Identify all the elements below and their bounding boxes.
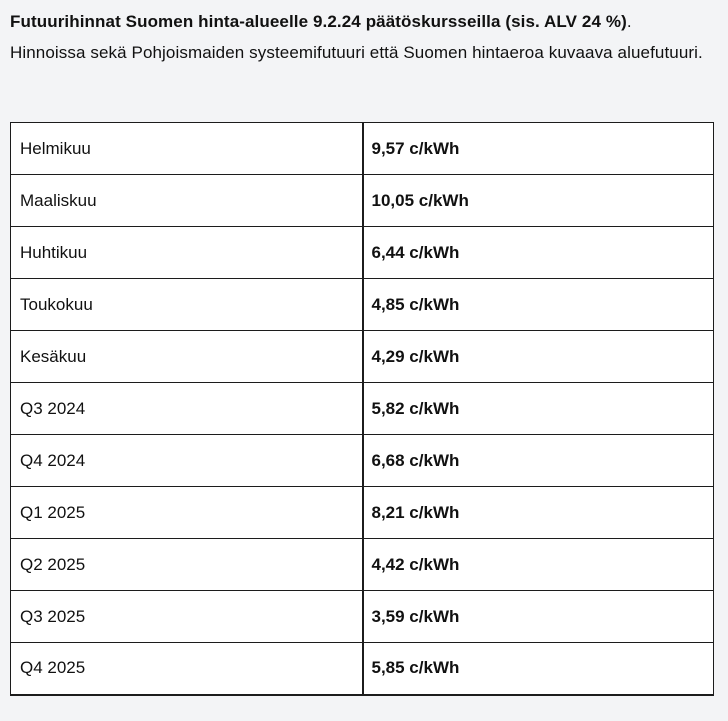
period-cell: Toukokuu bbox=[11, 279, 363, 331]
price-cell: 10,05 c/kWh bbox=[363, 175, 714, 227]
price-cell: 4,42 c/kWh bbox=[363, 539, 714, 591]
period-cell: Q3 2024 bbox=[11, 383, 363, 435]
table-row bbox=[11, 383, 714, 435]
table-row bbox=[11, 643, 714, 695]
intro-title: Futuurihinnat Suomen hinta-alueelle 9.2.24 päätöskursseilla (sis. ALV 24 %) bbox=[10, 12, 627, 31]
price-cell: 6,68 c/kWh bbox=[363, 435, 714, 487]
period-cell: Q1 2025 bbox=[11, 487, 363, 539]
period-cell: Maaliskuu bbox=[11, 175, 363, 227]
table-row bbox=[11, 227, 714, 279]
table-row bbox=[11, 435, 714, 487]
period-cell: Helmikuu bbox=[11, 123, 363, 175]
table-row bbox=[11, 591, 714, 643]
price-cell: 5,85 c/kWh bbox=[363, 643, 714, 695]
table-row bbox=[11, 487, 714, 539]
table-row bbox=[11, 331, 714, 383]
price-cell: 8,21 c/kWh bbox=[363, 487, 714, 539]
price-cell: 5,82 c/kWh bbox=[363, 383, 714, 435]
futures-price-table bbox=[10, 122, 714, 696]
price-cell: 9,57 c/kWh bbox=[363, 123, 714, 175]
period-cell: Q4 2025 bbox=[11, 643, 363, 695]
period-cell: Q3 2025 bbox=[11, 591, 363, 643]
price-cell: 4,29 c/kWh bbox=[363, 331, 714, 383]
table-row bbox=[11, 279, 714, 331]
intro-paragraph bbox=[10, 6, 710, 68]
period-cell: Q4 2024 bbox=[11, 435, 363, 487]
table-row bbox=[11, 175, 714, 227]
price-cell: 4,85 c/kWh bbox=[363, 279, 714, 331]
table-row bbox=[11, 123, 714, 175]
period-cell: Huhtikuu bbox=[11, 227, 363, 279]
price-cell: 3,59 c/kWh bbox=[363, 591, 714, 643]
period-cell: Q2 2025 bbox=[11, 539, 363, 591]
period-cell: Kesäkuu bbox=[11, 331, 363, 383]
intro-title-suffix: . bbox=[626, 12, 632, 31]
table-row bbox=[11, 539, 714, 591]
intro-text: Hinnoissa sekä Pohjoismaiden systeemifutuuri että Suomen hintaeroa kuvaava aluefutuuri. bbox=[10, 43, 703, 62]
price-cell: 6,44 c/kWh bbox=[363, 227, 714, 279]
